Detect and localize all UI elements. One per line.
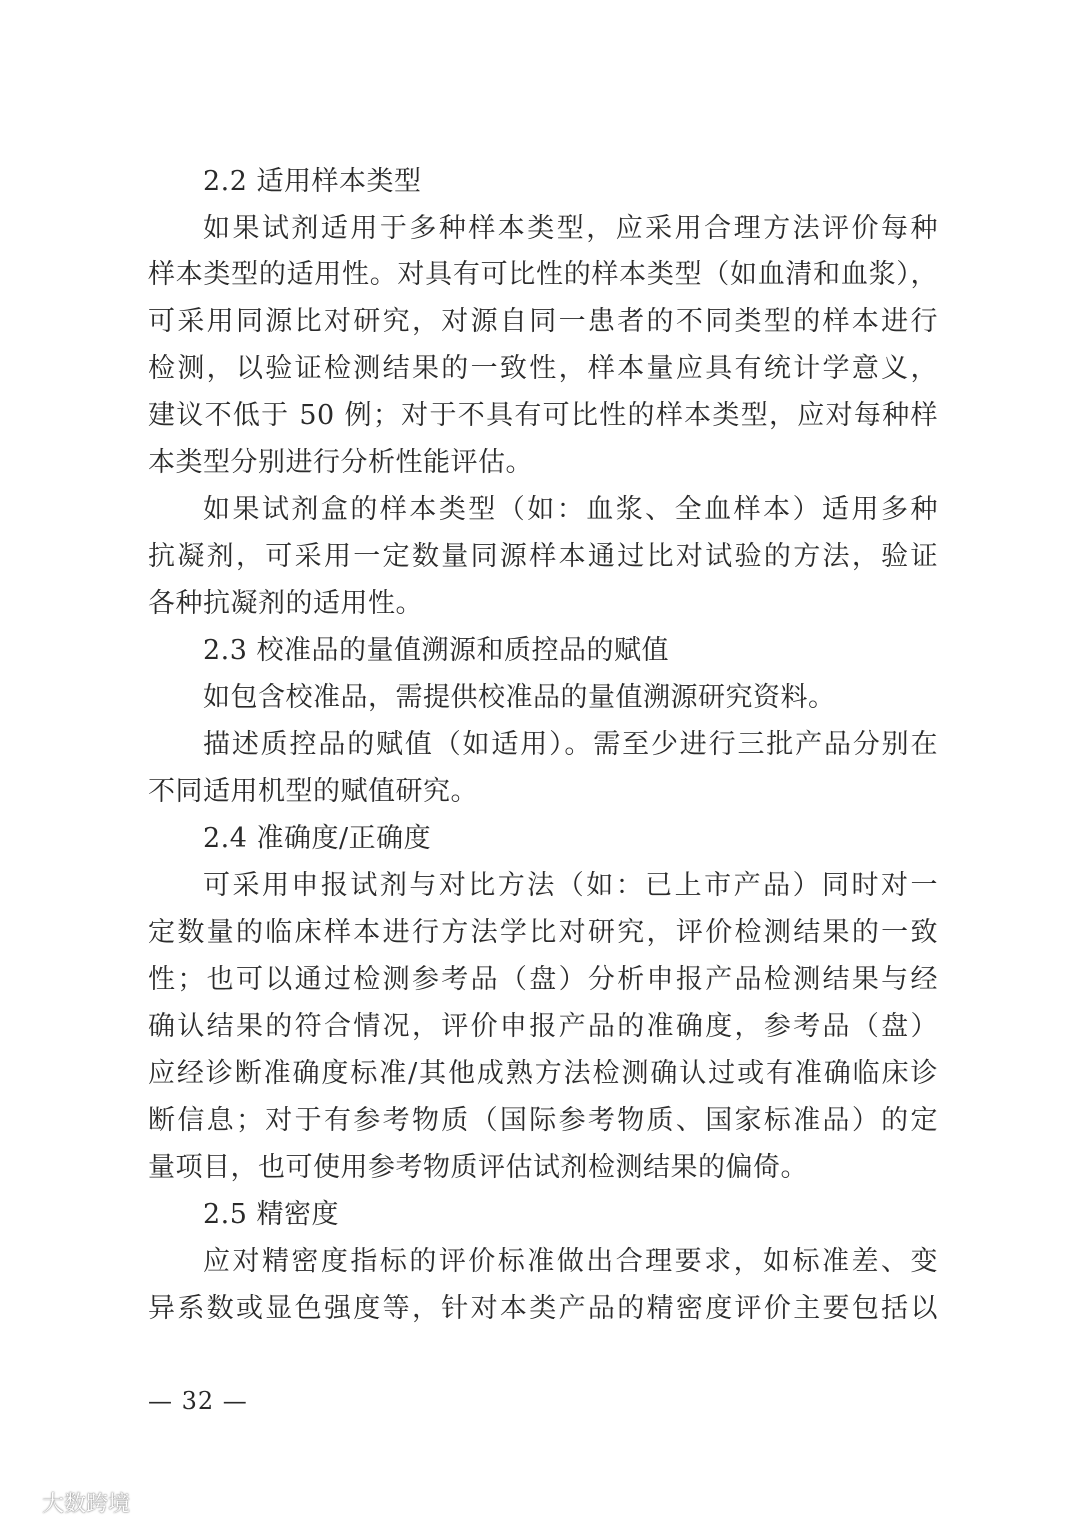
paragraph-line: 检测，以验证检测结果的一致性，样本量应具有统计学意义， [148, 353, 938, 384]
section-heading-2-5: 2.5 精密度 [203, 1199, 340, 1230]
paragraph-line: 不同适用机型的赋值研究。 [148, 776, 478, 807]
paragraph-line: 如包含校准品，需提供校准品的量值溯源研究资料。 [203, 682, 836, 713]
paragraph-line: 样本类型的适用性。对具有可比性的样本类型（如血清和血浆）， [148, 259, 938, 290]
paragraph-line: 各种抗凝剂的适用性。 [148, 588, 423, 619]
paragraph-line: 抗凝剂，可采用一定数量同源样本通过比对试验的方法，验证 [148, 541, 938, 572]
paragraph-line: 可采用申报试剂与对比方法（如：已上市产品）同时对一 [203, 870, 938, 901]
paragraph-line: 建议不低于 50 例；对于不具有可比性的样本类型，应对每种样 [148, 400, 938, 431]
paragraph-line: 可采用同源比对研究，对源自同一患者的不同类型的样本进行 [148, 306, 938, 337]
watermark-text: 大数跨境 [42, 1492, 131, 1517]
paragraph-line: 定数量的临床样本进行方法学比对研究，评价检测结果的一致 [148, 917, 938, 948]
paragraph-line: 量项目，也可使用参考物质评估试剂检测结果的偏倚。 [148, 1152, 808, 1183]
paragraph-line: 描述质控品的赋值（如适用）。需至少进行三批产品分别在 [203, 729, 938, 760]
paragraph-line: 应对精密度指标的评价标准做出合理要求，如标准差、变 [203, 1246, 938, 1277]
paragraph-line: 确认结果的符合情况，评价申报产品的准确度，参考品（盘） [148, 1011, 938, 1042]
section-heading-2-4: 2.4 准确度/正确度 [203, 823, 432, 854]
paragraph-line: 如果试剂适用于多种样本类型，应采用合理方法评价每种 [203, 213, 938, 244]
section-heading-2-3: 2.3 校准品的量值溯源和质控品的赋值 [203, 635, 670, 666]
paragraph-line: 本类型分别进行分析性能评估。 [148, 447, 533, 478]
section-heading-2-2: 2.2 适用样本类型 [203, 166, 422, 197]
watermark-logo-icon [10, 1494, 38, 1516]
page-number: — 32 — [148, 1387, 248, 1415]
paragraph-line: 性；也可以通过检测参考品（盘）分析申报产品检测结果与经 [148, 964, 938, 995]
watermark [10, 1490, 130, 1520]
paragraph-line: 应经诊断准确度标准/其他成熟方法检测确认过或有准确临床诊 [148, 1058, 938, 1089]
paragraph-line: 异系数或显色强度等，针对本类产品的精密度评价主要包括以 [148, 1293, 938, 1324]
paragraph-line: 断信息；对于有参考物质（国际参考物质、国家标准品）的定 [148, 1105, 938, 1136]
paragraph-line: 如果试剂盒的样本类型（如：血浆、全血样本）适用多种 [203, 494, 938, 525]
